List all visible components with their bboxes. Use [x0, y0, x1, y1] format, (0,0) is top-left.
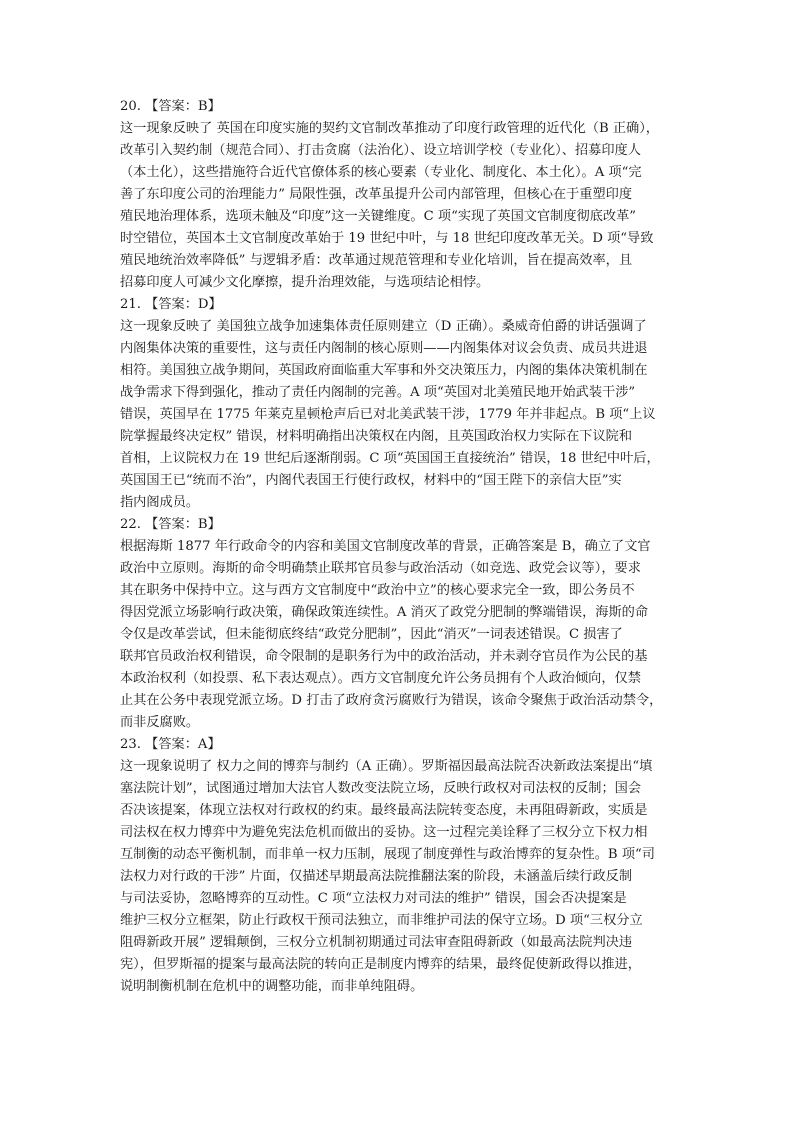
explanation-line: 错误，英国早在 1775 年莱克星顿枪声后已对北美武装干涉，1779 年并非起点。B 项“上议 [120, 407, 656, 422]
explanation-line: 相符。美国独立战争期间，英国政府面临重大军事和外交决策压力，内阁的集体决策机制在 [120, 363, 648, 378]
explanation-line: 与司法妥协，忽略博弈的互动性。C 项“立法权力对司法的维护” 错误，国会否决提案是 [120, 891, 627, 906]
explanation-line: 这一现象反映了 美国独立战争加速集体责任原则建立（D 正确）。桑威奇伯爵的讲话强调了 [120, 319, 647, 334]
explanation-line: 殖民地治理体系，选项未触及“印度”这一关键维度。C 项“实现了英国文官制度彻底改革” [120, 209, 636, 224]
explanation-line: 塞法院计划”，试图通过增加大法官人数改变法院立场，反映行政权对司法权的反制；国会 [120, 781, 642, 796]
explanation-line: 这一现象反映了 英国在印度实施的契约文官制改革推动了印度行政管理的近代化（B 正确）， [120, 121, 659, 136]
answer-heading: 20. 【答案：B】 [120, 99, 221, 114]
explanation-line: 说明制衡机制在危机中的调整功能，而非单纯阻碍。 [120, 979, 424, 994]
answer-block-20 [120, 96, 690, 294]
answer-block-21 [120, 294, 690, 514]
explanation-line: 否决该提案，体现立法权对行政权的约束。最终最高法院转变态度，未再阻碍新政，实质是 [120, 803, 648, 818]
explanation-line: 其在职务中保持中立。这与西方文官制度中“政治中立”的核心要求完全一致，即公务员不 [120, 583, 635, 598]
explanation-line: 得因党派立场影响行政决策，确保政策连续性。A 消灭了政党分肥制的弊端错误，海斯的命 [120, 605, 649, 620]
answer-document [120, 96, 690, 998]
explanation-line: 招募印度人可减少文化摩擦，提升治理效能，与选项结论相悖。 [120, 275, 490, 290]
explanation-line: （本土化），这些措施符合近代官僚体系的核心要素（专业化、制度化、本土化）。A 项“完 [120, 165, 642, 180]
explanation-line: 这一现象说明了 权力之间的博弈与制约（A 正确）。罗斯福因最高法院否决新政法案提出“填 [120, 759, 653, 774]
explanation-line: 司法权在权力博弈中为避免宪法危机而做出的妥协。这一过程完美诠释了三权分立下权力相 [120, 825, 648, 840]
answer-block-23 [120, 734, 690, 998]
explanation-line: 而非反腐败。 [120, 715, 200, 730]
explanation-line: 时空错位，英国本土文官制度改革始于 19 世纪中叶，与 18 世纪印度改革无关。D 项“导致 [120, 231, 654, 246]
explanation-line: 英国国王已“统而不治”，内阁代表国王行使行政权，材料中的“国王陛下的亲信大臣”实 [120, 473, 622, 488]
explanation-line: 根据海斯 1877 年行政命令的内容和美国文官制度改革的背景，正确答案是 B，确立了文官 [120, 539, 651, 554]
explanation-line: 改革引入契约制（规范合同）、打击贪腐（法治化）、设立培训学校（专业化）、招募印度人 [120, 143, 641, 158]
answer-heading: 21. 【答案：D】 [120, 297, 222, 312]
explanation-line: 殖民地统治效率降低” 与逻辑矛盾：改革通过规范管理和专业化培训，旨在提高效率，且 [120, 253, 633, 268]
explanation-line: 政治中立原则。海斯的命令明确禁止联邦官员参与政治活动（如竞选、政党会议等），要求 [120, 561, 641, 576]
answer-heading: 23. 【答案：A】 [120, 737, 221, 752]
explanation-line: 法权力对行政的干涉” 片面，仅描述早期最高法院推翻法案的阶段，未涵盖后续行政反制 [120, 869, 633, 884]
explanation-line: 指内阁成员。 [120, 495, 200, 510]
explanation-line: 联邦官员政治权利错误，命令限制的是职务行为中的政治活动，并未剥夺官员作为公民的基 [120, 649, 648, 664]
explanation-line: 互制衡的动态平衡机制，而非单一权力压制，展现了制度弹性与政治博弈的复杂性。B 项“司 [120, 847, 655, 862]
explanation-line: 止其在公务中表现党派立场。D 打击了政府贪污腐败行为错误，该命令聚焦于政治活动禁令， [120, 693, 663, 708]
explanation-line: 宪），但罗斯福的提案与最高法院的转向正是制度内博弈的结果，最终促使新政得以推进， [120, 957, 641, 972]
explanation-line: 阻碍新政开展” 逻辑颠倒，三权分立机制初期通过司法审查阻碍新政（如最高法院判决违 [120, 935, 633, 950]
explanation-line: 令仅是改革尝试，但未能彻底终结“政党分肥制”，因此“消灭”一词表述错误。C 损害了 [120, 627, 623, 642]
explanation-line: 院掌握最终决定权” 错误，材料明确指出决策权在内阁，且英国政治权力实际在下议院和 [120, 429, 633, 444]
explanation-line: 维护三权分立框架，防止行政权干预司法独立，而非维护司法的保守立场。D 项“三权分立 [120, 913, 643, 928]
explanation-line: 战争需求下得到强化，推动了责任内阁制的完善。A 项“英国对北美殖民地开始武装干涉” [120, 385, 636, 400]
explanation-line: 内阁集体决策的重要性，这与责任内阁制的核心原则——内阁集体对议会负责、成员共进退 [120, 341, 648, 356]
answer-block-22 [120, 514, 690, 734]
explanation-line: 首相，上议院权力在 19 世纪后逐渐削弱。C 项“英国国王直接统治” 错误，18 世纪中叶后， [120, 451, 660, 466]
explanation-line: 善了东印度公司的治理能力” 局限性强，改革虽提升公司内部管理，但核心在于重塑印度 [120, 187, 633, 202]
explanation-line: 本政治权利（如投票、私下表达观点）。西方文官制度允许公务员拥有个人政治倾向，仅禁 [120, 671, 641, 686]
answer-heading: 22. 【答案：B】 [120, 517, 221, 532]
